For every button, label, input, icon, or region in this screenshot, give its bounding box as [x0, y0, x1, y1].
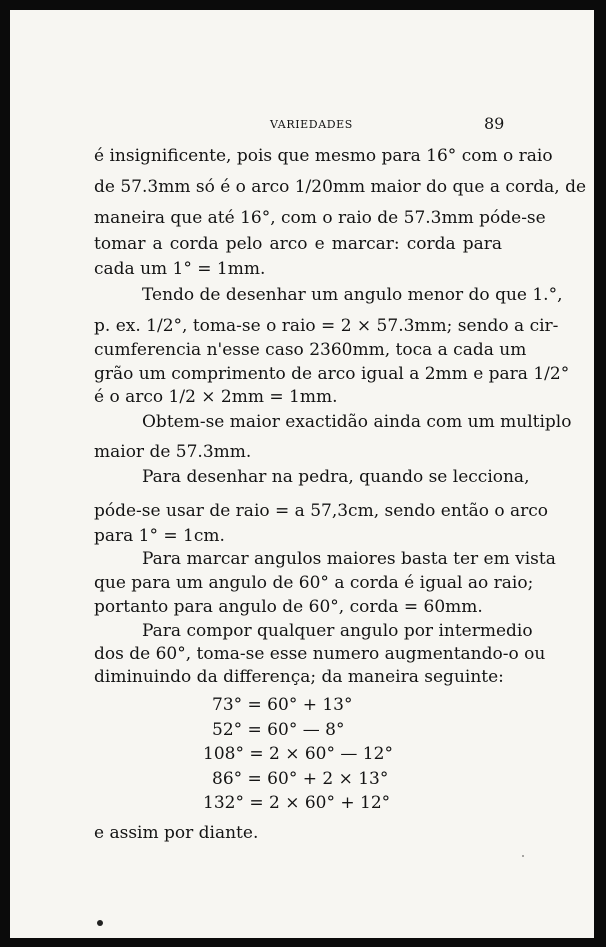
equation: 108° = 2 × 60° — 12° — [203, 744, 393, 764]
equation: 73° = 60° + 13° — [212, 695, 353, 715]
paragraph-start: Obtem-se maior exactidão ainda com um multiplo — [142, 412, 572, 432]
equation: 132° = 2 × 60° + 12° — [203, 793, 391, 813]
paragraph-start: Para compor qualquer angulo por intermedio — [142, 621, 533, 641]
text-line: portanto para angulo de 60°, corda = 60mm. — [94, 597, 483, 617]
text-line: grão um comprimento de arco igual a 2mm e para 1/2° — [94, 364, 570, 384]
text-line: tomar a corda pelo arco e marcar: corda para — [94, 234, 502, 254]
text-line: é insignificente, pois que mesmo para 16° com o raio — [94, 146, 553, 166]
text-line: diminuindo da differença; da maneira seguinte: — [94, 667, 504, 687]
text-line: p. ex. 1/2°, toma-se o raio = 2 × 57.3mm; sendo a cir- — [94, 316, 559, 336]
text-line: póde-se usar de raio = a 57,3cm, sendo então o arco — [94, 501, 549, 521]
ink-speck — [522, 855, 524, 857]
equation: 52° = 60° — 8° — [212, 720, 345, 740]
running-header: VARIEDADES — [270, 118, 353, 131]
page-number: 89 — [484, 114, 505, 133]
text-line: é o arco 1/2 × 2mm = 1mm. — [94, 387, 338, 407]
text-line: cumferencia n'esse caso 2360mm, toca a cada um — [94, 340, 527, 360]
text-line: maneira que até 16°, com o raio de 57.3mm póde-se — [94, 208, 546, 228]
text-line: que para um angulo de 60° a corda é igual ao raio; — [94, 573, 534, 593]
ink-speck — [97, 920, 103, 926]
text-line: maior de 57.3mm. — [94, 442, 252, 462]
paragraph-start: Para desenhar na pedra, quando se lecciona, — [142, 467, 530, 487]
text-line: dos de 60°, toma-se esse numero augmentando-o ou — [94, 644, 546, 664]
paragraph-start: Para marcar angulos maiores basta ter em vista — [142, 549, 556, 569]
text-line: cada um 1° = 1mm. — [94, 259, 266, 279]
text-line: para 1° = 1cm. — [94, 526, 225, 546]
paragraph-start: Tendo de desenhar um angulo menor do que 1.°, — [142, 285, 563, 305]
text-line: de 57.3mm só é o arco 1/20mm maior do que a corda, de — [94, 177, 587, 197]
equation: 86° = 60° + 2 × 13° — [212, 769, 389, 789]
closing-line: e assim por diante. — [94, 823, 259, 843]
